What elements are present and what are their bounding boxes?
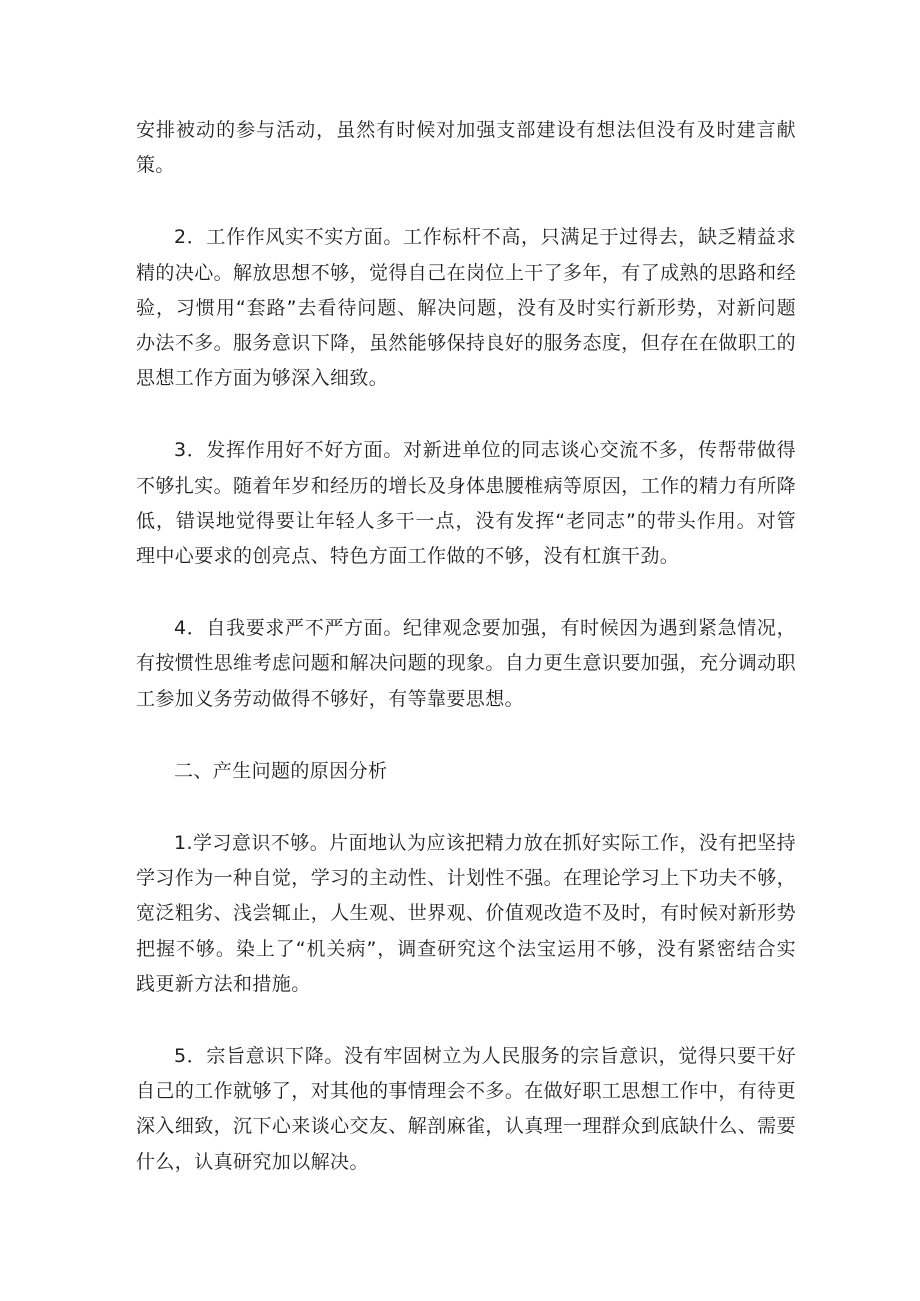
- paragraph-cause-5: 5．宗旨意识下降。没有牢固树立为人民服务的宗旨意识，觉得只要干好自己的工作就够了，对其他的事情理会不多。在做好职工思想工作中，有待更深入细致，沉下心来谈心交友、解剖麻雀，认真理一理群众到底缺什么、需要什么，认真研究加以解决。: [136, 1045, 796, 1173]
- paragraph-item-3: 3．发挥作用好不好方面。对新进单位的同志谈心交流不多，传帮带做得不够扎实。随着年岁和经历的增长及身体患腰椎病等原因，工作的精力有所降低，错误地觉得要让年轻人多干一点，没有发挥“老同志”的带头作用。对管理中心要求的创亮点、特色方面工作做的不够，没有杠旗干劲。: [136, 439, 796, 568]
- document-body: [136, 113, 796, 1217]
- paragraph-cause-1: 1.学习意识不够。片面地认为应该把精力放在抓好实际工作，没有把坚持学习作为一种自觉，学习的主动性、计划性不强。在理论学习上下功夫不够，宽泛粗劣、浅尝辄止，人生观、世界观、价值观改造不及时，有时候对新形势把握不够。染上了“机关病”，调查研究这个法宝运用不够，没有紧密结合实践更新方法和措施。: [136, 832, 796, 995]
- paragraph-continuation: 安排被动的参与活动，虽然有时候对加强支部建设有想法但没有及时建言献策。: [136, 119, 796, 177]
- paragraph-item-4: 4．自我要求严不严方面。纪律观念要加强，有时候因为遇到紧急情况，有按惯性思维考虑问题和解决问题的现象。自力更生意识要加强，充分调动职工参加义务劳动做得不够好，有等靠要思想。: [136, 617, 796, 710]
- paragraph-item-2: 2．工作作风实不实方面。工作标杆不高，只满足于过得去，缺乏精益求精的决心。解放思想不够，觉得自己在岗位上干了多年，有了成熟的思路和经验，习惯用“套路”去看待问题、解决问题，没有及时实行新形势，对新问题办法不多。服务意识下降，虽然能够保持良好的服务态度，但存在在做职工的思想工作方面为够深入细致。: [136, 226, 796, 390]
- section-heading: 二、产生问题的原因分析: [174, 759, 388, 782]
